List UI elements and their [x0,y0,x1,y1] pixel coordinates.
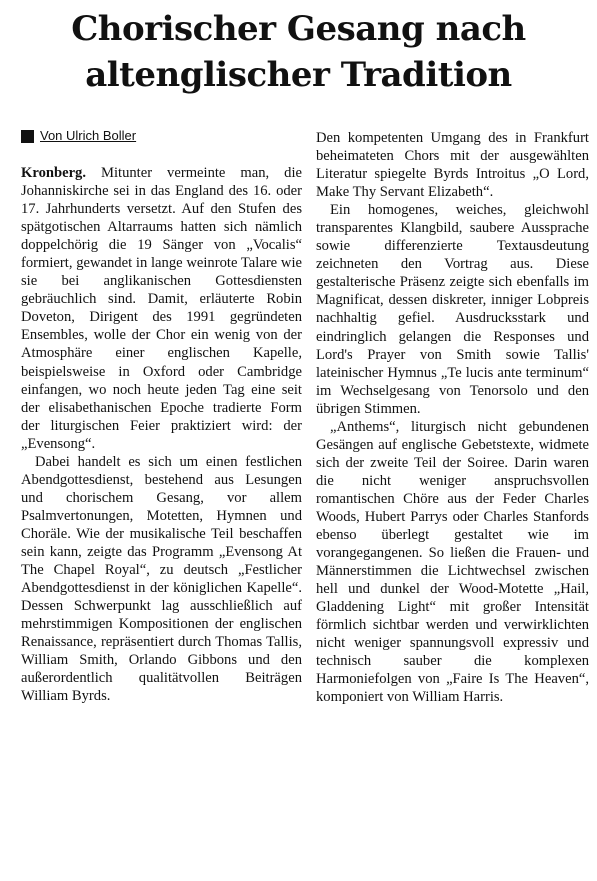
byline-square-icon [21,130,34,143]
headline-line-2: altenglischer Tradition [85,55,512,95]
article-headline [0,6,597,98]
article-column-right [316,129,589,707]
article-column-left [21,164,302,705]
dateline: Kronberg. [21,165,86,181]
paragraph-4: Ein homogenes, weiches, gleichwohl transparentes Klangbild, saubere Aussprache sowie differenzierte Textausdeutung zeichneten den Vortrag aus. Diese gestalterische Präsenz zeigte sich ebenfalls im Magnificat, dessen diskreter, inniger Lobpreis nachhaltig gefiel. Ausdrucksstark und eindringlich gelangen die Responses und Lord's Prayer von Smith sowie Tallis' lateinischer Hymnus „Te lucis ante terminum“ im Wechselgesang von Tenorsolo und den übrigen Stimmen. [316,202,589,417]
paragraph-2: Dabei handelt es sich um einen festlichen Abendgottesdienst, bestehend aus Lesungen und chorischem Gesang, vor allem Psalmvertonungen, Motetten, Hymnen und Choräle. Wie der musikalische Teil beschaffen sein kann, zeigte das Programm „Evensong At The Chapel Royal“, zu deutsch „Festlicher Abendgottesdienst in der königlichen Kapelle“. Dessen Schwerpunkt lag ausschließlich auf mehrstimmigen Kompositionen der englischen Renaissance, repräsentiert durch Thomas Tallis, William Smith, Orlando Gibbons und den außerordentlich qualitätvollen Beiträgen William Byrds. [21,453,302,705]
paragraph-1-text: Mitunter vermeinte man, die Johanniskirche sei in das England des 16. oder 17. Jahrhunderts versetzt. Auf den Stufen des spätgotischen Altarraums hatten sich nämlich doppelchörig die 19 Sänger von „Vocalis“ formiert, gewandet in lange weinrote Talare wie sie bei anglikanischen Gottesdiensten gebräuchlich sind. Damit, erläuterte Robin Doveton, Dirigent des 1991 gegründeten Ensembles, wolle der Chor ein wenig von der Atmosphäre einer englischen Kapelle, beispielsweise in Oxford oder Cambridge einfangen, wo noch heute jeden Tag eine seit der elisabethanischen Epoche tradierte Form der liturgischen Feier praktiziert wird: der „Evensong“. [21,165,302,452]
headline-line-1: Chorischer Gesang nach [71,9,526,49]
byline-author: Von Ulrich Boller [40,128,137,143]
paragraph-5: „Anthems“, liturgisch nicht gebundenen Gesängen auf englische Gebetstexte, widmete sich der zweite Teil der Soiree. Darin waren die nicht weniger anspruchsvollen romantischen Chöre aus der Feder Charles Woods, Hubert Parrys oder Charles Stanfords ebenso überlegt gestaltet wie im vorangegangenen. So ließen die Frauen- und Männerstimmen die Lichtwechsel zwischen hell und dunkel der Wood-Motette „Hail, Gladdening Light“ mit großer Intensität förmlich sichtbar werden und verwirklichten nicht weniger spannungsvoll expressiv und technisch sauber die komplexen Harmoniefolgen von „Faire Is The Heaven“, komponiert von William Harris. [316,418,589,706]
paragraph-3: Den kompetenten Umgang des in Frankfurt beheimateten Chors mit der ausgewählten Literatur spiegelte Byrds Introitus „O Lord, Make Thy Servant Elizabeth“. [316,130,589,201]
paragraph-1 [21,164,302,453]
byline [21,128,136,144]
